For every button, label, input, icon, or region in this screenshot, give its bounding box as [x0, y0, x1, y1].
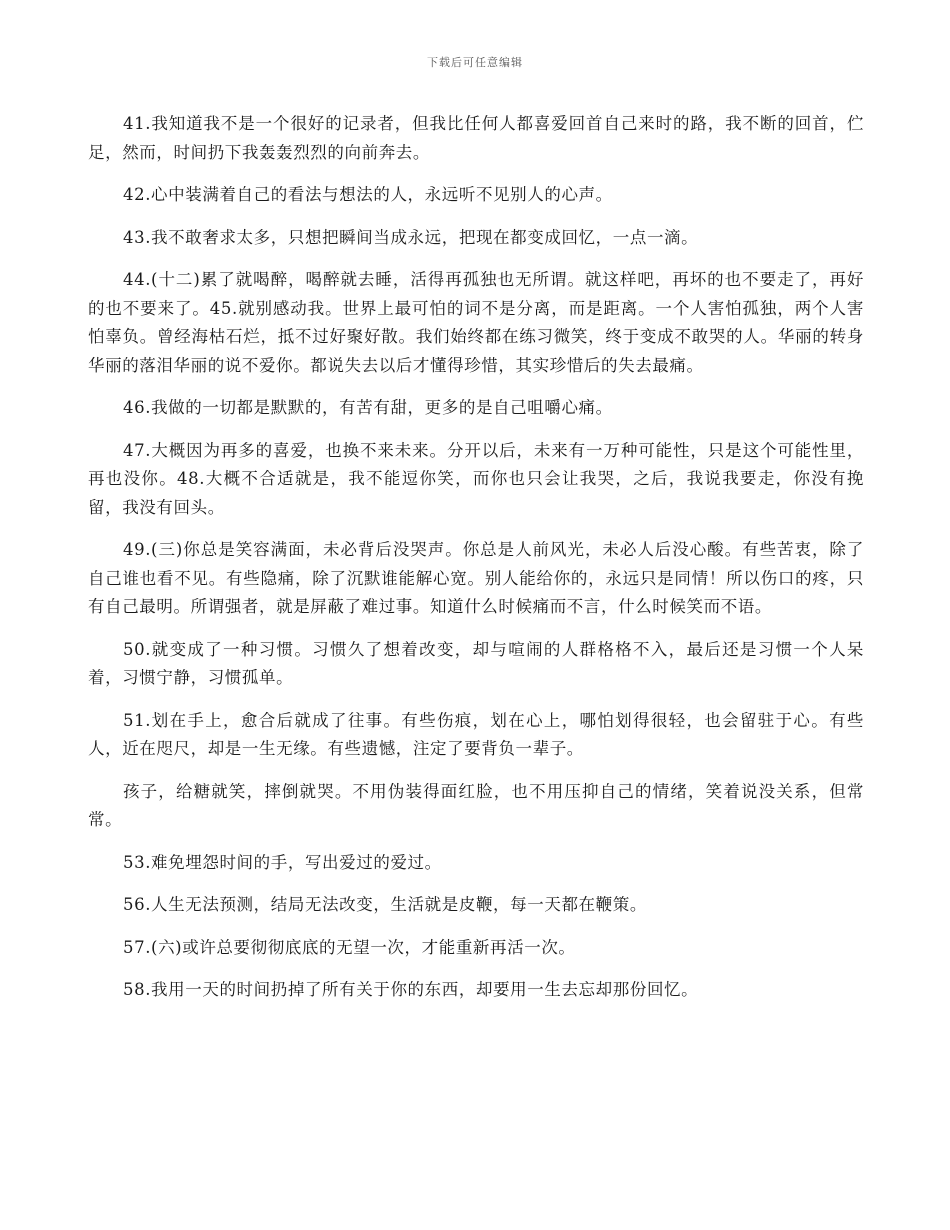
- paragraph-42: 42.心中装满着自己的看法与想法的人，永远听不见别人的心声。: [123, 185, 613, 204]
- paragraph-41: 41.我知道我不是一个很好的记录者，但我比任何人都喜爱回首自己来时的路，我不断的回首，伫足，然而，时间扔下我轰轰烈烈的向前奔去。: [88, 114, 864, 162]
- paragraph-46: 46.我做的一切都是默默的，有苦有甜，更多的是自己咀嚼心痛。: [123, 398, 613, 417]
- document-body: [88, 110, 864, 1019]
- paragraph-47: 47.大概因为再多的喜爱，也换不来未来。分开以后，未来有一万种可能性，只是这个可能性里，再也没你。48.大概不合适就是，我不能逗你笑，而你也只会让我哭，之后，我说我要走，你没有挽留，我没有回头。: [88, 440, 864, 517]
- paragraph-51: 51.划在手上，愈合后就成了往事。有些伤痕，划在心上，哪怕划得很轻，也会留驻于心。有些人，近在咫尺，却是一生无缘。有些遗憾，注定了要背负一辈子。: [88, 710, 864, 758]
- paragraph-43: 43.我不敢奢求太多，只想把瞬间当成永远，把现在都变成回忆，一点一滴。: [123, 227, 699, 247]
- paragraph-44: 44.(十二)累了就喝醉，喝醉就去睡，活得再孤独也无所谓。就这样吧，再坏的也不要走了，再好的也不要来了。45.就别感动我。世界上最可怕的词不是分离，而是距离。一个人害怕孤独，两个人害怕辜负。曾经海枯石烂，抵不过好聚好散。我们始终都在练习微笑，终于变成不敢哭的人。华丽的转身华丽的落泪华丽的说不爱你。都说失去以后才懂得珍惜，其实珍惜后的失去最痛。: [88, 270, 864, 375]
- paragraph-58: 58.我用一天的时间扔掉了所有关于你的东西，却要用一生去忘却那份回忆。: [123, 980, 699, 999]
- page-header: 下载后可任意编辑: [427, 56, 523, 69]
- paragraph-53: 53.难免埋怨时间的手，写出爱过的爱过。: [123, 852, 442, 872]
- paragraph-57: 57.(六)或许总要彻彻底底的无望一次，才能重新再活一次。: [123, 937, 576, 957]
- paragraph-children: 孩子，给糖就笑，摔倒就哭。不用伪装得面红脸，也不用压抑自己的情绪，笑着说没关系，但常常。: [88, 781, 864, 829]
- paragraph-49: 49.(三)你总是笑容满面，未必背后没哭声。你总是人前风光，未必人后没心酸。有些苦衷，除了自己谁也看不见。有些隐痛，除了沉默谁能解心宽。别人能给你的，永远只是同情！所以伤口的疼，只有自己最明。所谓强者，就是屏蔽了难过事。知道什么时候痛而不言，什么时候笑而不语。: [88, 540, 864, 616]
- paragraph-56: 56.人生无法预测，结局无法改变，生活就是皮鞭，每一天都在鞭策。: [123, 895, 647, 914]
- paragraph-50: 50.就变成了一种习惯。习惯久了想着改变，却与喧闹的人群格格不入，最后还是习惯一个人呆着，习惯宁静，习惯孤单。: [88, 639, 864, 687]
